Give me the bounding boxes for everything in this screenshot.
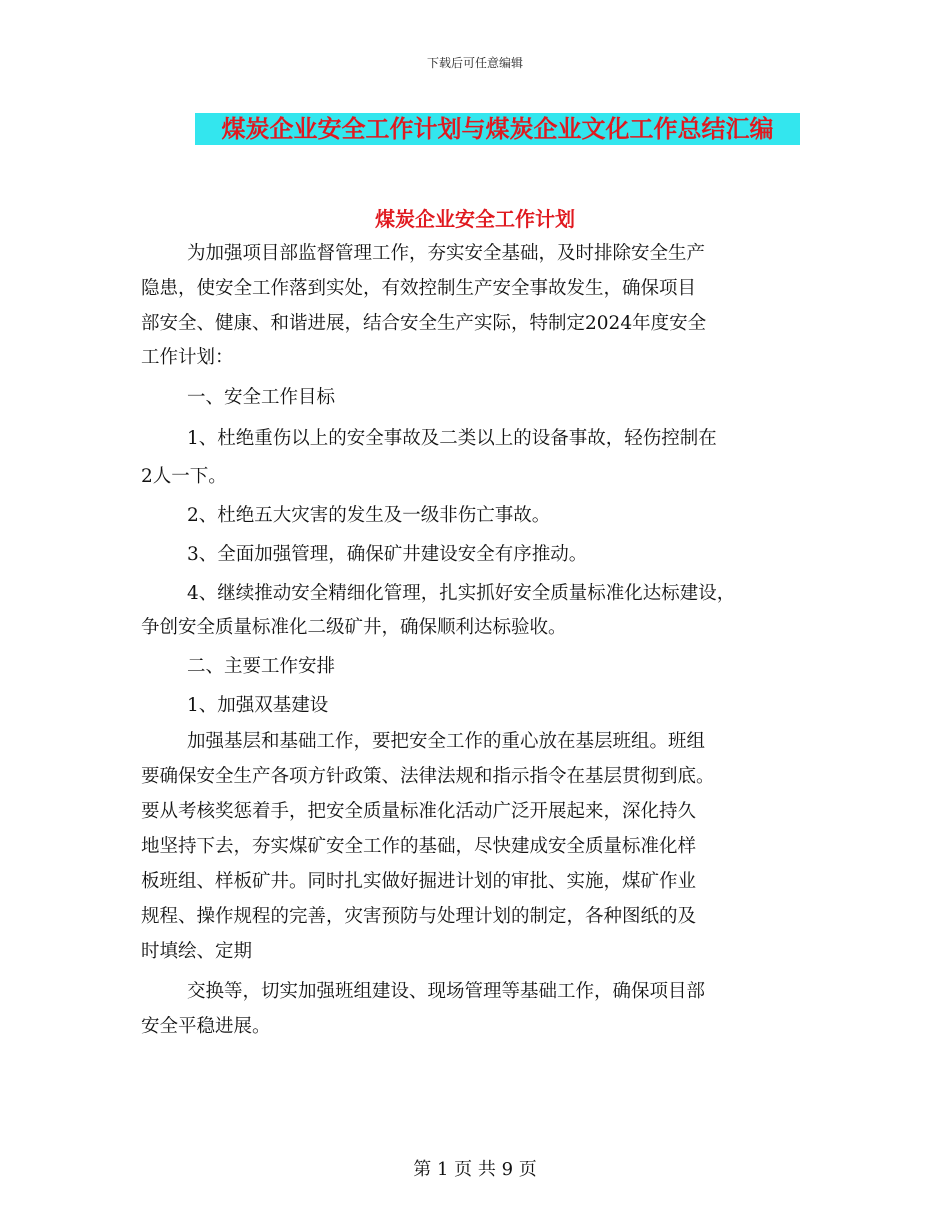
section-heading: 二、主要工作安排: [187, 656, 336, 677]
paragraph-line: 要确保安全生产各项方针政策、法律法规和指示指令在基层贯彻到底。: [141, 766, 715, 787]
paragraph-line: 1、杜绝重伤以上的安全事故及二类以上的设备事故，轻伤控制在: [187, 428, 717, 449]
paragraph-line: 时填绘、定期: [141, 941, 253, 962]
paragraph-line: 工作计划：: [141, 347, 234, 368]
document-title: 煤炭企业安全工作计划与煤炭企业文化工作总结汇编: [195, 113, 800, 145]
paragraph-line: 4、继续推动安全精细化管理，扎实抓好安全质量标准化达标建设，: [187, 583, 736, 604]
page-number-footer: 第 1 页 共 9 页: [413, 1159, 537, 1180]
paragraph-line: 规程、操作规程的完善，灾害预防与处理计划的制定，各种图纸的及: [141, 906, 697, 927]
section-heading: 一、安全工作目标: [187, 387, 336, 408]
paragraph-line: 隐患，使安全工作落到实处，有效控制生产安全事故发生，确保项目: [141, 278, 697, 299]
paragraph-line: 2人一下。: [141, 466, 227, 487]
paragraph-line: 3、全面加强管理，确保矿井建设安全有序推动。: [187, 544, 588, 565]
paragraph-line: 加强基层和基础工作，要把安全工作的重心放在基层班组。班组: [187, 731, 706, 752]
paragraph-line: 2、杜绝五大灾害的发生及一级非伤亡事故。: [187, 505, 551, 526]
paragraph-line: 要从考核奖惩着手，把安全质量标准化活动广泛开展起来，深化持久: [141, 801, 697, 822]
paragraph-line: 争创安全质量标准化二级矿井，确保顺利达标验收。: [141, 617, 567, 638]
paragraph-line: 地坚持下去，夯实煤矿安全工作的基础，尽快建成安全质量标准化样: [141, 836, 697, 857]
paragraph-line: 交换等，切实加强班组建设、现场管理等基础工作，确保项目部: [187, 981, 706, 1002]
section-title: 煤炭企业安全工作计划: [375, 207, 575, 231]
paragraph-line: 安全平稳进展。: [141, 1016, 271, 1037]
subsection-heading: 1、加强双基建设: [187, 695, 329, 716]
paragraph-line: 部安全、健康、和谐进展，结合安全生产实际，特制定2024年度安全: [141, 313, 707, 334]
header-note: 下载后可任意编辑: [426, 56, 523, 70]
paragraph-line: 板班组、样板矿井。同时扎实做好掘进计划的审批、实施，煤矿作业: [141, 871, 697, 892]
paragraph-line: 为加强项目部监督管理工作，夯实安全基础，及时排除安全生产: [187, 243, 706, 264]
